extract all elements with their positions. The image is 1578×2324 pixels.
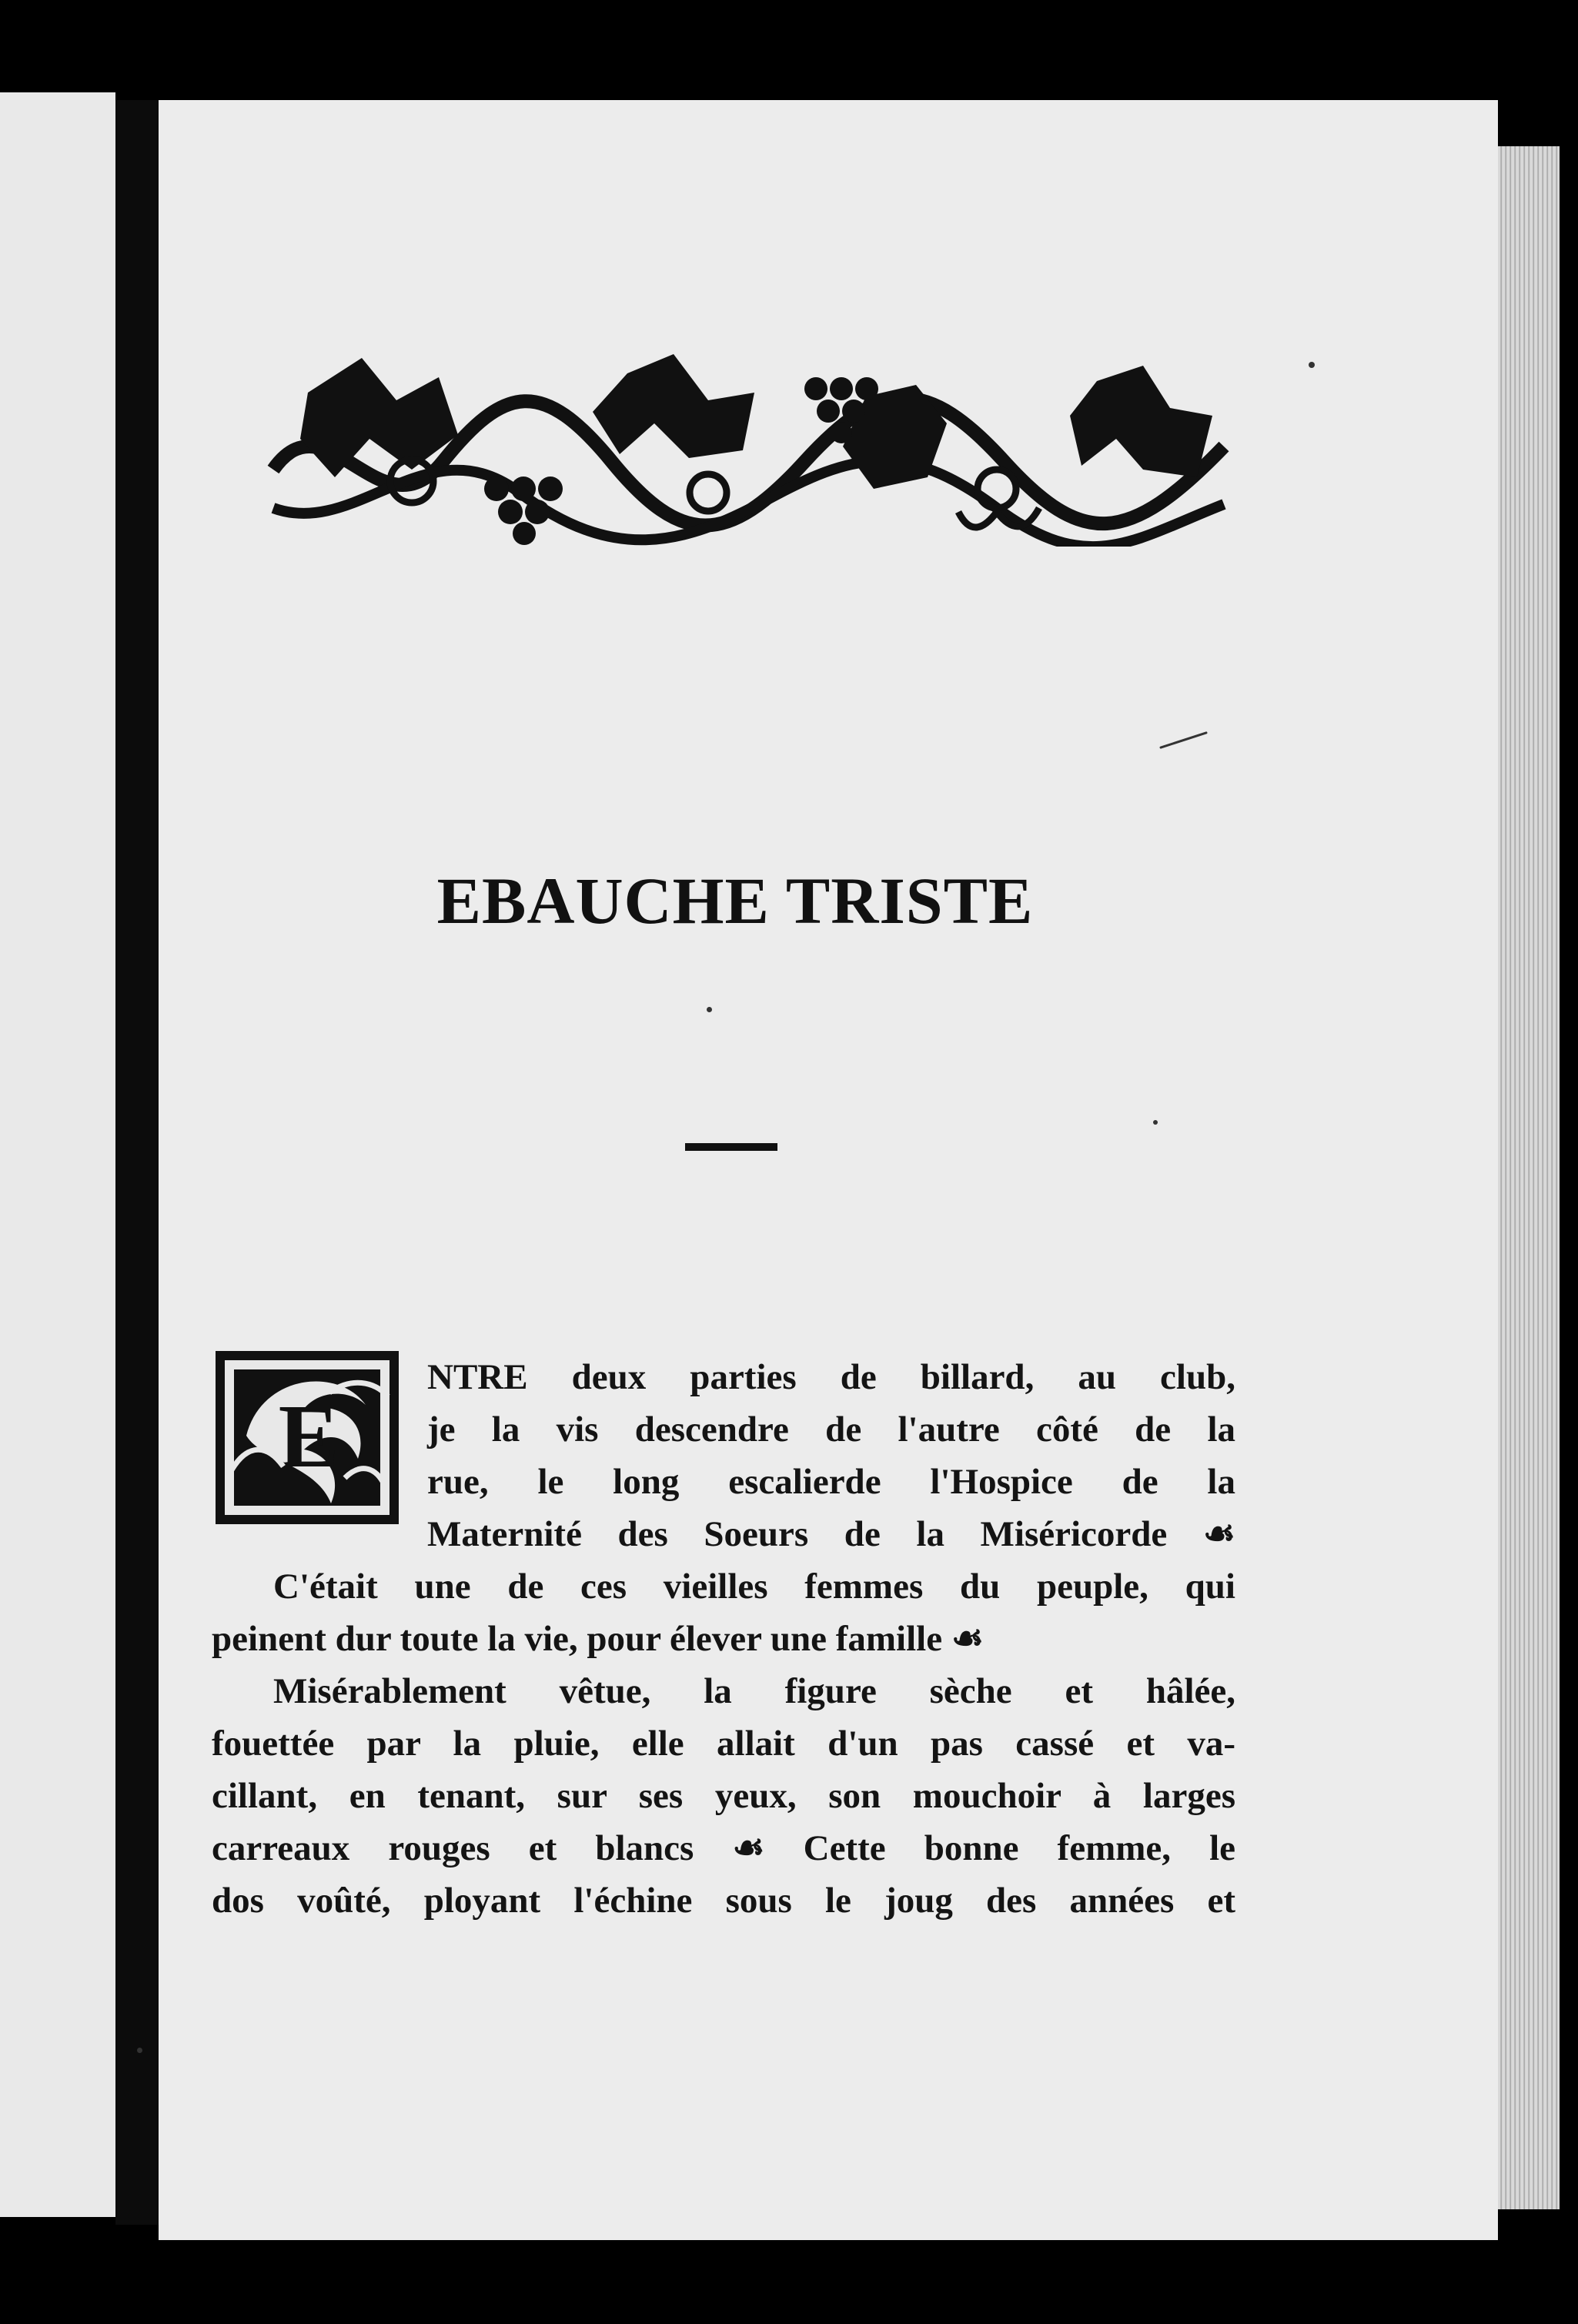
text-line-9: cillant, en tenant, sur ses yeux, son mouchoir à larges bbox=[212, 1776, 1235, 1816]
paper-speck bbox=[137, 2048, 142, 2053]
paper-speck bbox=[1153, 1120, 1158, 1125]
page-edges bbox=[1498, 146, 1560, 2209]
book-binding bbox=[115, 100, 159, 2225]
text-line-6: peinent dur toute la vie, pour élever une famille ☙ bbox=[212, 1619, 984, 1659]
left-page-edge bbox=[0, 92, 115, 2217]
vine-ornament-headpiece bbox=[266, 346, 1232, 547]
body-text bbox=[212, 1351, 1235, 1927]
text-line-7: Misérablement vêtue, la figure sèche et hâlée, bbox=[273, 1671, 1235, 1711]
text-line-10: carreaux rouges et blancs ☙ Cette bonne femme, le bbox=[212, 1828, 1235, 1868]
dropcap-letter: E bbox=[278, 1386, 339, 1486]
title-rule bbox=[685, 1143, 777, 1151]
text-line-1: NTRE deux parties de billard, au club, bbox=[427, 1357, 1235, 1397]
text-line-4: Maternité des Soeurs de la Miséricorde ☙ bbox=[427, 1514, 1235, 1554]
text-line-2: je la vis descendre de l'autre côté de la bbox=[427, 1409, 1235, 1450]
paper-speck bbox=[1309, 362, 1315, 368]
text-line-8: fouettée par la pluie, elle allait d'un pas cassé et va- bbox=[212, 1724, 1235, 1764]
chapter-title: EBAUCHE TRISTE bbox=[436, 864, 1034, 938]
text-line-5: C'était une de ces vieilles femmes du peuple, qui bbox=[273, 1567, 1235, 1607]
paper-speck bbox=[707, 1007, 712, 1012]
text-line-11: dos voûté, ployant l'échine sous le joug des années et bbox=[212, 1881, 1235, 1921]
text-line-3: rue, le long escalierde l'Hospice de la bbox=[427, 1462, 1235, 1502]
